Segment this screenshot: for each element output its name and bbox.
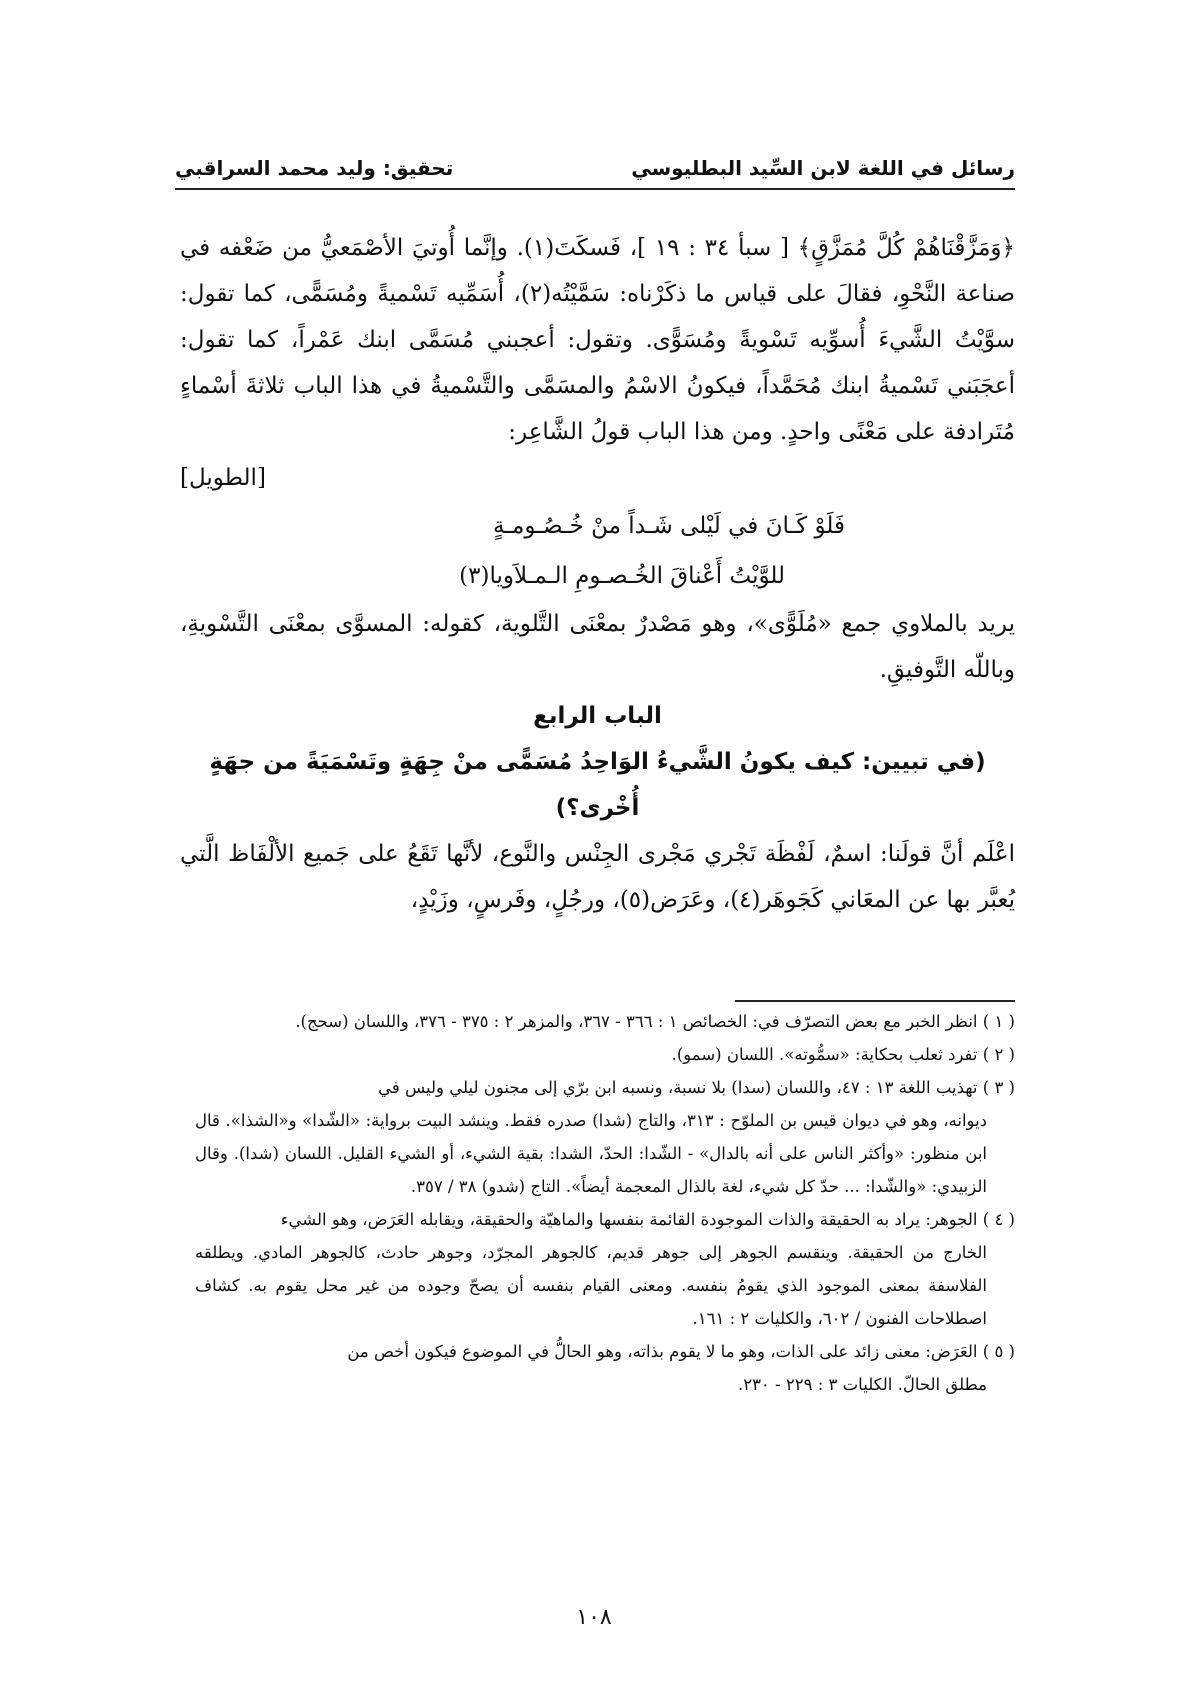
meter-label: [الطويل] bbox=[180, 465, 266, 491]
footnotes bbox=[195, 1005, 1015, 1401]
footnote-4-continuation: الخارج من الحقيقة. وينقسم الجوهر إلى جوهر قديم، كالجوهر المجرّد، وجوهر حادث، كالجوهر المادي. ويطلقه الفلاسفة بمعنى الموجود الذي يقومُ بنفسه. ومعنى القيام بنفسه أن يصحّ وجوده من غير محل يقوم به. كشاف اصطلاحات الفنون / ٦٠٢، والكليات ٢ : ١٦١. bbox=[195, 1243, 987, 1328]
footnote-5: ( ٥ ) العَرَض: معنى زائد على الذات، وهو ما لا يقوم بذاته، وهو الحالُّ في الموضوع فيكون أخص من bbox=[347, 1342, 1015, 1361]
footnote-3-continuation: ديوانه، وهو في ديوان قيس بن الملوّح : ٣١٣، والتاج (شدا) صدره فقط. وينشد البيت برواية: «الشّدا» و«الشذا». قال ابن منظور: «وأكثر الناس على أنه بالدال» - الشّدا: الحدّ، الشدا: بقية الشيء، أو الشيء القليل. اللسان (شدا). وقال الزبيدي: «والشّدا: ... حدّ كل شيء، لغة بالذال المعجمة أيضاً». التاج (شدو) ٣٨ / ٣٥٧. bbox=[195, 1111, 988, 1196]
verse-first-hemistich: فَلَوْ كَـانَ في لَيْلى شَـداً منْ خُـصُـومـةٍ bbox=[492, 513, 845, 539]
paragraph: يريد بالملاوي جمع «مُلَوًّى»، وهو مَصْدرٌ بمعْنَى التَّلوية، كقوله: المسوَّى بمعْنَى التَّسْويةِ، وباللّه التَّوفيقِ. bbox=[180, 611, 1015, 683]
footnote-3: ( ٣ ) تهذيب اللغة ١٣ : ٤٧، واللسان (سدا) بلا نسبة، ونسبه ابن برّي إلى مجنون ليلي وليس في bbox=[378, 1078, 1015, 1097]
header-rule bbox=[175, 188, 1015, 190]
running-header bbox=[175, 150, 1015, 190]
footnote-1: ( ١ ) انظر الخبر مع بعض التصرّف في: الخصائص ١ : ٣٦٦ - ٣٦٧، والمزهر ٢ : ٣٧٥ - ٣٧٦، واللسان (سحج). bbox=[295, 1012, 1015, 1031]
book-title: رسائل في اللغة لابن السِّيد البطليوسي bbox=[631, 156, 1015, 180]
main-text bbox=[180, 225, 1015, 923]
footnote-separator bbox=[735, 1000, 1015, 1002]
chapter-subtitle: (في تبيين: كيف يكونُ الشَّيءُ الوَاحِدُ مُسَمًّى منْ جِهَةٍ وتَسْمَيَةً من جهَةٍ أُخْرى؟) bbox=[209, 749, 986, 821]
paragraph: اعْلَم أنَّ قولَنا: اسمٌ، لَفْظَة تَجْري مَجْرى الجِنْس والنَّوع، لأنَّها تَقَعُ على جَميع الألْفَاظ الَّتي يُعبَّر بها عن المعَاني كَجَوهَر(٤)، وعَرَض(٥)، ورجُلٍ، وفَرسٍ، وزَيْدٍ، bbox=[180, 841, 1015, 913]
editor-credit: تحقيق: وليد محمد السراقبي bbox=[175, 156, 454, 180]
verse-second-hemistich: للوَّيْتُ أَعْناقَ الخُـصـومِ الـمـلاَويا(٣) bbox=[459, 563, 785, 589]
page-number: ١٠٨ bbox=[576, 1605, 612, 1630]
footnote-5-continuation: مطلق الحالّ. الكليات ٣ : ٢٢٩ - ٢٣٠. bbox=[737, 1375, 987, 1394]
footnote-4: ( ٤ ) الجوهر: يراد به الحقيقة والذات الموجودة القائمة بنفسها والماهيّة والحقيقة، ويقابله العَرَض، وهو الشيء bbox=[280, 1210, 1015, 1229]
chapter-title: الباب الرابع bbox=[533, 703, 662, 729]
footnote-2: ( ٢ ) تفرد ثعلب بحكاية: «سمُّوته». اللسان (سمو). bbox=[671, 1045, 1015, 1064]
paragraph: ﴿وَمَزَّقْنَاهُمْ كُلَّ مُمَزَّقٍ﴾ [ سبأ ٣٤ : ١٩ ]، فَسكَتَ(١). وإنَّما أُوتيَ الأصْمَعيُّ من ضَعْفه في صناعة النَّحْوِ، فقالَ على قياس ما ذكَرْناه: سَمَّيْتُه(٢)، أُسَمِّيه تَسْميةً ومُسَمًّى، كما تقول: سوَّيْتُ الشَّيءَ أُسوِّيه تَسْويةً ومُسَوًّى. وتقول: أعجبني مُسَمَّى ابنك عَمْراً، كما تقول: أعجَبَني تَسْميةُ ابنك مُحَمَّداً، فيكونُ الاسْمُ والمسَمَّى والتَّسْميةُ في هذا الباب ثلاثةَ أسْماءٍ مُتَرادفة على مَعْنًى واحدٍ. ومن هذا الباب قولُ الشَّاعِر: bbox=[180, 235, 1016, 445]
